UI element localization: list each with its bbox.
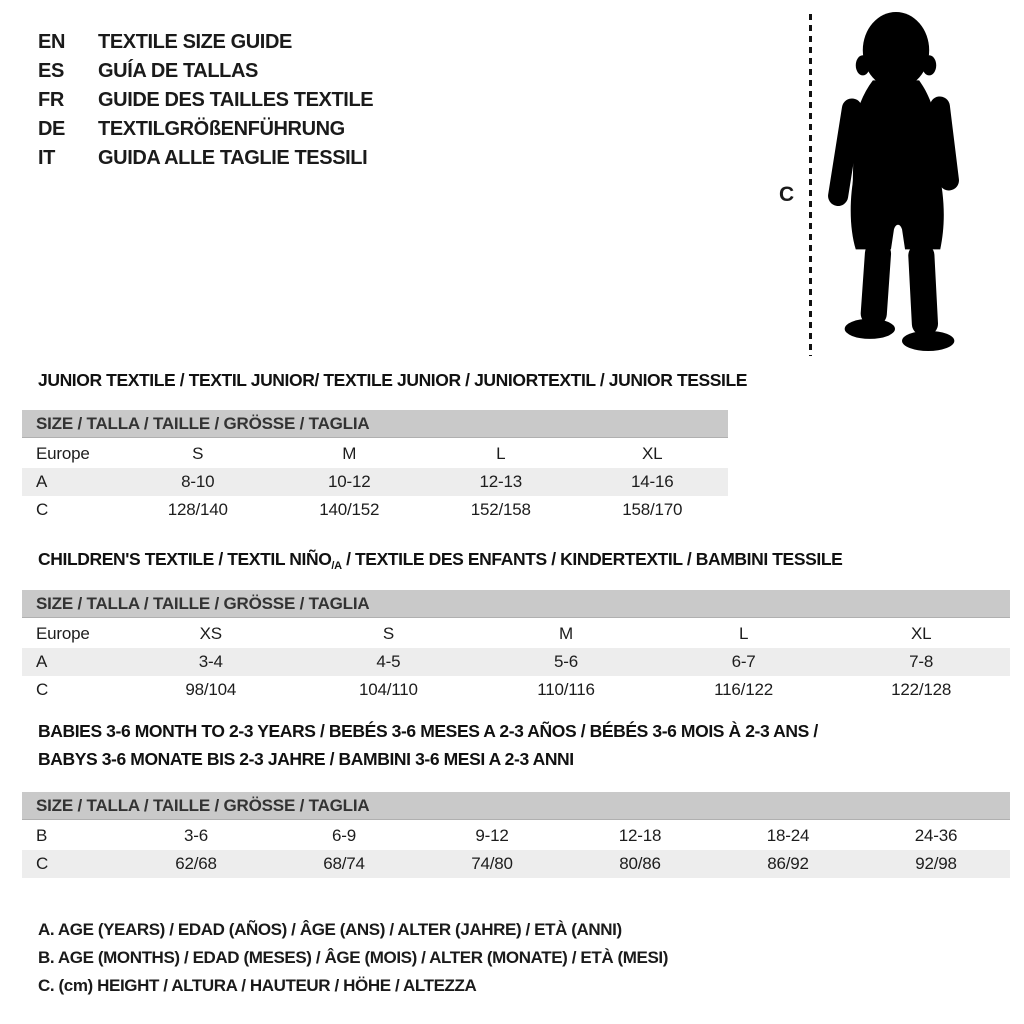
legend-line: C. (cm) HEIGHT / ALTURA / HAUTEUR / HÖHE / ALTEZZA: [38, 976, 477, 995]
table-cell: 18-24: [766, 826, 810, 845]
row-label: Europe: [36, 444, 90, 463]
table-cell: 14-16: [631, 472, 674, 491]
table-cell: 12-18: [618, 826, 662, 845]
table-cell: 8-10: [181, 472, 215, 491]
table-cell: 6-9: [332, 826, 356, 845]
language-title: TEXTILE SIZE GUIDE: [98, 31, 292, 53]
table-cell: 110/116: [537, 680, 595, 699]
heading-subscript: /A: [331, 560, 342, 572]
table-cell: 152/158: [470, 500, 531, 519]
section-heading-babies: [38, 717, 818, 773]
row-label: B: [36, 826, 48, 845]
table-cell: 74/80: [471, 854, 513, 873]
language-title: GUIDA ALLE TAGLIE TESSILI: [98, 147, 368, 169]
language-code: IT: [38, 147, 55, 169]
table-row: [22, 850, 1010, 878]
table-cell: 116/122: [714, 680, 773, 699]
heading-line: BABIES 3-6 MONTH TO 2-3 YEARS / BEBÉS 3-6 MESES A 2-3 AÑOS / BÉBÉS 3-6 MOIS À 2-3 ANS /: [38, 721, 818, 741]
row-label: C: [36, 500, 49, 519]
row-label: A: [36, 472, 48, 491]
toddler-silhouette-icon: [822, 8, 974, 358]
table-cell: M: [559, 624, 573, 643]
table-cell: 98/104: [185, 680, 237, 699]
table-cell: 140/152: [319, 500, 380, 519]
table-row: [22, 676, 1010, 704]
heading-line: BABYS 3-6 MONATE BIS 2-3 JAHRE / BAMBINI 3-6 MESI A 2-3 ANNI: [38, 749, 574, 769]
table-cell: 4-5: [376, 652, 401, 671]
table-cell: XS: [199, 624, 222, 643]
section-heading-children: [38, 545, 842, 576]
table-cell: 3-6: [184, 826, 208, 845]
table-cell: S: [192, 444, 204, 463]
table-row: [22, 620, 1010, 648]
table-cell: S: [382, 624, 394, 643]
table-cell: L: [496, 444, 506, 463]
height-measure-label: C: [779, 183, 795, 206]
heading-text: CHILDREN'S TEXTILE / TEXTIL NIÑO: [38, 549, 332, 569]
language-code: FR: [38, 89, 64, 111]
table-header: SIZE / TALLA / TAILLE / GRÖSSE / TAGLIA: [22, 590, 1010, 618]
table-row: [22, 468, 728, 496]
row-label: Europe: [36, 624, 90, 643]
table-cell: 68/74: [323, 854, 365, 873]
language-code: EN: [38, 31, 65, 53]
language-title: GUIDE DES TAILLES TEXTILE: [98, 89, 374, 111]
junior-size-table: [22, 410, 728, 524]
language-title: TEXTILGRÖßENFÜHRUNG: [98, 118, 345, 140]
table-cell: 6-7: [731, 652, 756, 671]
table-cell: 9-12: [475, 826, 509, 845]
table-cell: 86/92: [767, 854, 809, 873]
table-cell: 104/110: [358, 680, 418, 699]
legend-line: B. AGE (MONTHS) / EDAD (MESES) / ÂGE (MOIS) / ALTER (MONATE) / ETÀ (MESI): [38, 948, 668, 967]
heading-text: / TEXTILE DES ENFANTS / KINDERTEXTIL / BAMBINI TESSILE: [341, 549, 843, 569]
table-row: [22, 440, 728, 468]
table-cell: 158/170: [622, 500, 683, 519]
language-code: ES: [38, 60, 64, 82]
table-row: [22, 496, 728, 524]
table-cell: L: [738, 624, 749, 643]
language-row: [38, 86, 373, 115]
table-header: SIZE / TALLA / TAILLE / GRÖSSE / TAGLIA: [22, 792, 1010, 820]
language-row: [38, 57, 373, 86]
table-cell: 122/128: [891, 680, 952, 699]
language-row: [38, 28, 373, 57]
table-cell: XL: [910, 624, 932, 643]
height-measure-line: [809, 14, 812, 356]
row-label: C: [36, 680, 49, 699]
legend-line: A. AGE (YEARS) / EDAD (AÑOS) / ÂGE (ANS) / ALTER (JAHRE) / ETÀ (ANNI): [38, 920, 622, 939]
table-row: [22, 822, 1010, 850]
row-label: A: [36, 652, 48, 671]
language-row: [38, 144, 373, 173]
table-cell: 92/98: [915, 854, 957, 873]
language-list: [38, 28, 373, 173]
row-label: C: [36, 854, 49, 873]
measurement-legend: [38, 916, 668, 1000]
language-row: [38, 115, 373, 144]
table-cell: 24-36: [914, 826, 958, 845]
table-cell: M: [342, 444, 357, 463]
language-title: GUÍA DE TALLAS: [98, 60, 258, 82]
table-cell: 12-13: [479, 472, 522, 491]
table-cell: 10-12: [328, 472, 371, 491]
table-cell: 80/86: [619, 854, 661, 873]
table-header: SIZE / TALLA / TAILLE / GRÖSSE / TAGLIA: [22, 410, 728, 438]
babies-size-table: [22, 792, 1010, 878]
section-heading-junior: JUNIOR TEXTILE / TEXTIL JUNIOR/ TEXTILE JUNIOR / JUNIORTEXTIL / JUNIOR TESSILE: [38, 370, 748, 390]
table-cell: 5-6: [553, 652, 578, 671]
table-cell: 7-8: [909, 652, 934, 671]
table-cell: 128/140: [167, 500, 228, 519]
language-code: DE: [38, 118, 65, 140]
table-cell: 62/68: [175, 854, 217, 873]
table-row: [22, 648, 1010, 676]
table-cell: XL: [642, 444, 663, 463]
children-size-table: [22, 590, 1010, 704]
table-cell: 3-4: [198, 652, 223, 671]
